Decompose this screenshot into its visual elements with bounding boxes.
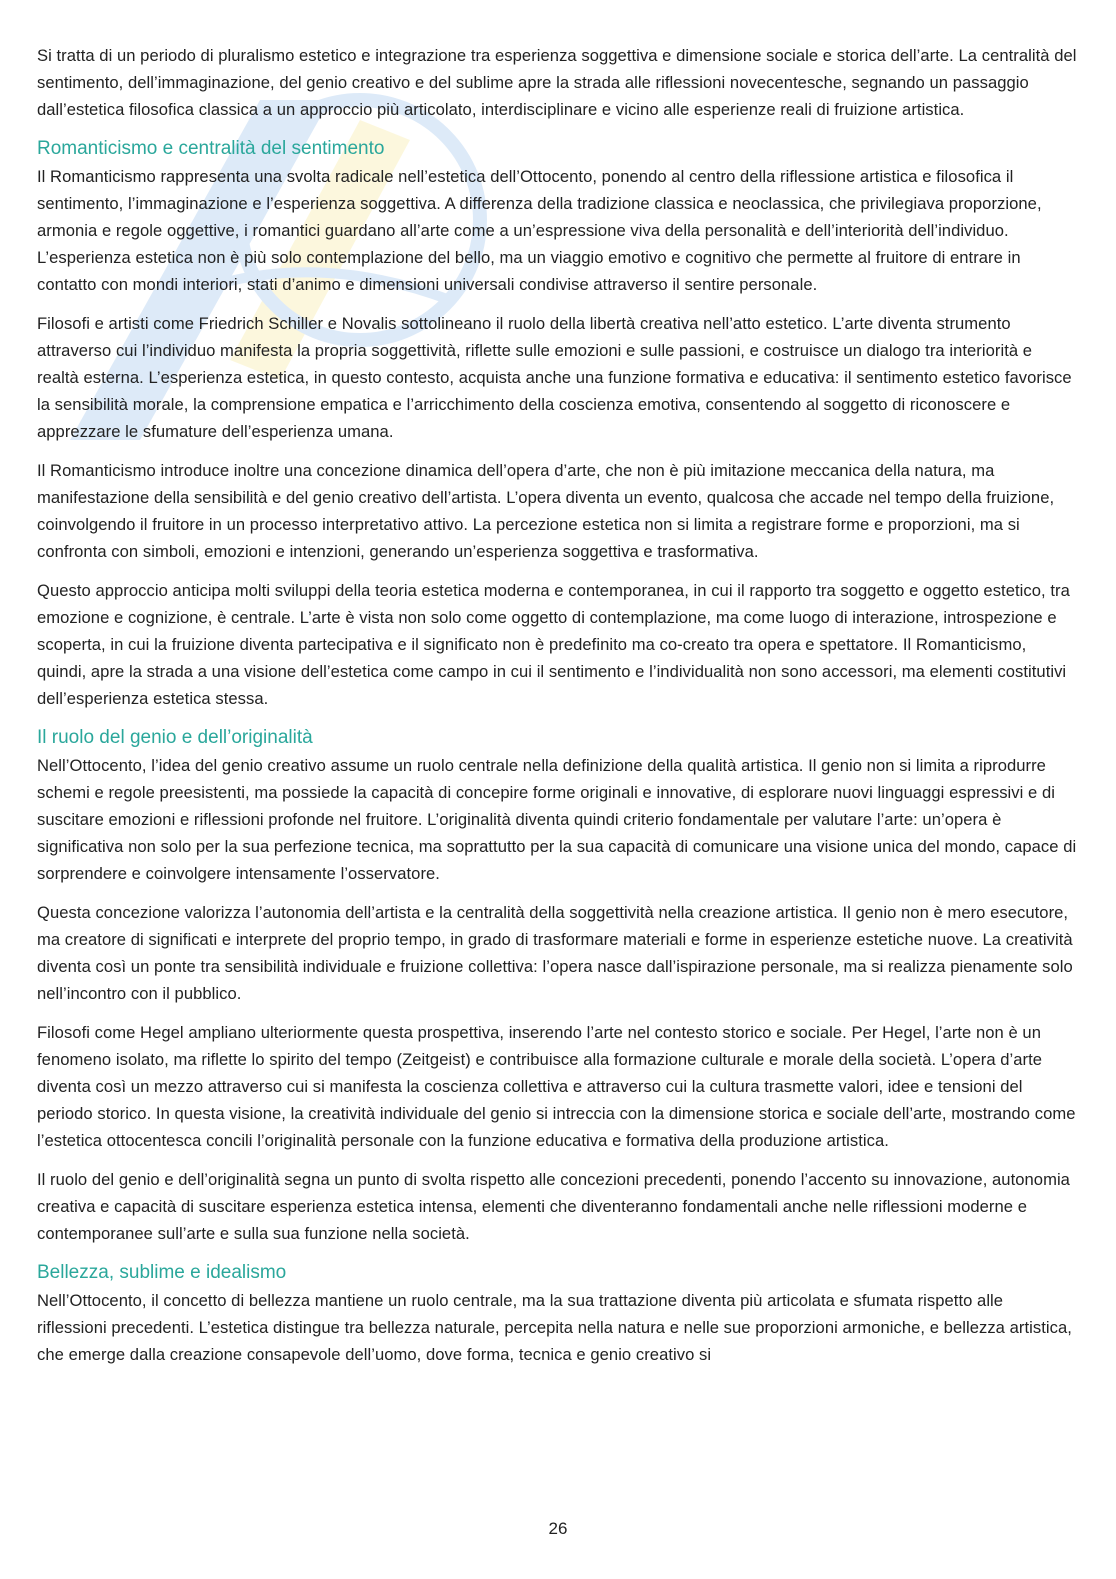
paragraph: Nell’Ottocento, l’idea del genio creativo assume un ruolo centrale nella definizione della qualità artistica. Il genio non si limita a riprodurre schemi e regole preesistenti, ma possiede la capacità di concepire forme originali e innovative, di esplorare nuovi linguaggi espressivi e di suscitare emozioni e riflessioni profonde nel fruitore. L’originalità diventa quindi criterio fondamentale per valutare l’arte: un’opera è significativa non solo per la sua perfezione tecnica, ma soprattutto per la sua capacità di comunicare una visione unica del mondo, capace di sorprendere e coinvolgere intensamente l’osservatore. (37, 756, 1077, 883)
section-bellezza (37, 1259, 1077, 1368)
paragraph: Questo approccio anticipa molti sviluppi della teoria estetica moderna e contemporanea, in cui il rapporto tra soggetto e oggetto estetico, tra emozione e cognizione, è centrale. L’arte è vista non solo come oggetto di contemplazione, ma come luogo di interazione, introspezione e scoperta, in cui la fruizione diventa partecipativa e il significato non è predefinito ma co-creato tra opera e spettatore. Il Romanticismo, quindi, apre la strada a una visione dell’estetica come campo in cui il sentimento e l’individualità non sono accessori, ma elementi costitutivi dell’esperienza estetica stessa. (37, 581, 1070, 708)
paragraph: Il Romanticismo introduce inoltre una concezione dinamica dell’opera d’arte, che non è più imitazione meccanica della natura, ma manifestazione della sensibilità e del genio creativo dell’artista. L’opera diventa un evento, qualcosa che accade nel tempo della fruizione, coinvolgendo il fruitore in un processo interpretativo attivo. La percezione estetica non si limita a registrare forme e proporzioni, ma si confronta con simboli, emozioni e intenzioni, generando un’esperienza soggettiva e trasformativa. (37, 461, 1055, 561)
paragraph: Filosofi e artisti come Friedrich Schiller e Novalis sottolineano il ruolo della libertà creativa nell’atto estetico. L’arte diventa strumento attraverso cui l’individuo manifesta la propria soggettività, riflette sulle emozioni e sulle passioni, e costruisce un dialogo tra interiorità e realtà esterna. L’esperienza estetica, in questo contesto, acquista anche una funzione formativa e educativa: il sentimento estetico favorisce la sensibilità morale, la comprensione empatica e l’arricchimento della coscienza emotiva, consentendo al soggetto di riconoscere e apprezzare le sfumature dell’esperienza umana. (37, 314, 1072, 441)
section-heading: Bellezza, sublime e idealismo (37, 1262, 287, 1283)
section-genio (37, 724, 1077, 1247)
section-heading: Romanticismo e centralità del sentimento (37, 138, 385, 159)
paragraph: Nell’Ottocento, il concetto di bellezza mantiene un ruolo centrale, ma la sua trattazione diventa più articolata e sfumata rispetto alle riflessioni precedenti. L’estetica distingue tra bellezza naturale, percepita nella natura e nelle sue proporzioni armoniche, e bellezza artistica, che emerge dalla creazione consapevole dell’uomo, dove forma, tecnica e genio creativo si (37, 1291, 1072, 1364)
paragraph: Il ruolo del genio e dell’originalità segna un punto di svolta rispetto alle concezioni precedenti, ponendo l’accento su innovazione, autonomia creativa e capacità di suscitare esperienza estetica intensa, elementi che diventeranno fondamentali anche nelle riflessioni moderne e contemporanee sull’arte e sulla sua funzione nella società. (37, 1170, 1070, 1243)
section-heading: Il ruolo del genio e dell’originalità (37, 727, 313, 748)
paragraph: Questa concezione valorizza l’autonomia dell’artista e la centralità della soggettività nella creazione artistica. Il genio non è mero esecutore, ma creatore di significati e interprete del proprio tempo, in grado di trasformare materiali e forme in esperienze estetiche nuove. La creatività diventa così un ponte tra sensibilità individuale e fruizione collettiva: l’opera nasce dall’ispirazione personale, ma si realizza pienamente solo nell’incontro con il pubblico. (37, 903, 1073, 1003)
paragraph: Il Romanticismo rappresenta una svolta radicale nell’estetica dell’Ottocento, ponendo al centro della riflessione artistica e filosofica il sentimento, l’immaginazione e l’esperienza soggettiva. A differenza della tradizione classica e neoclassica, che privilegiava proporzione, armonia e regole oggettive, i romantici guardano all’arte come a un’espressione viva della personalità e dell’interiorità dell’individuo. L’esperienza estetica non è più solo contemplazione del bello, ma un viaggio emotivo e cognitivo che permette al fruitore di entrare in contatto con mondi interiori, stati d’animo e dimensioni universali condivise attraverso il sentire personale. (37, 167, 1042, 294)
page-number: 26 (548, 1519, 568, 1538)
section-romanticismo (37, 135, 1077, 712)
paragraph: Si tratta di un periodo di pluralismo estetico e integrazione tra esperienza soggettiva e dimensione sociale e storica dell’arte. La centralità del sentimento, dell’immaginazione, del genio creativo e del sublime apre la strada alle riflessioni novecentesche, segnando un passaggio dall’estetica filosofica classica a un approccio più articolato, interdisciplinare e vicino alle esperienze reali di fruizione artistica. (37, 46, 1077, 119)
document-page (37, 42, 1077, 1380)
paragraph: Filosofi come Hegel ampliano ulteriormente questa prospettiva, inserendo l’arte nel contesto storico e sociale. Per Hegel, l’arte non è un fenomeno isolato, ma riflette lo spirito del tempo (Zeitgeist) e contribuisce alla formazione culturale e morale della società. L’opera d’arte diventa così un mezzo attraverso cui si manifesta la coscienza collettiva e attraverso cui la cultura trasmette valori, idee e tensioni del periodo storico. In questa visione, la creatività individuale del genio si intreccia con la dimensione storica e sociale dell’arte, mostrando come l’estetica ottocentesca concili l’originalità personale con la funzione educativa e formativa della produzione artistica. (37, 1023, 1076, 1150)
intro-section (37, 42, 1077, 123)
